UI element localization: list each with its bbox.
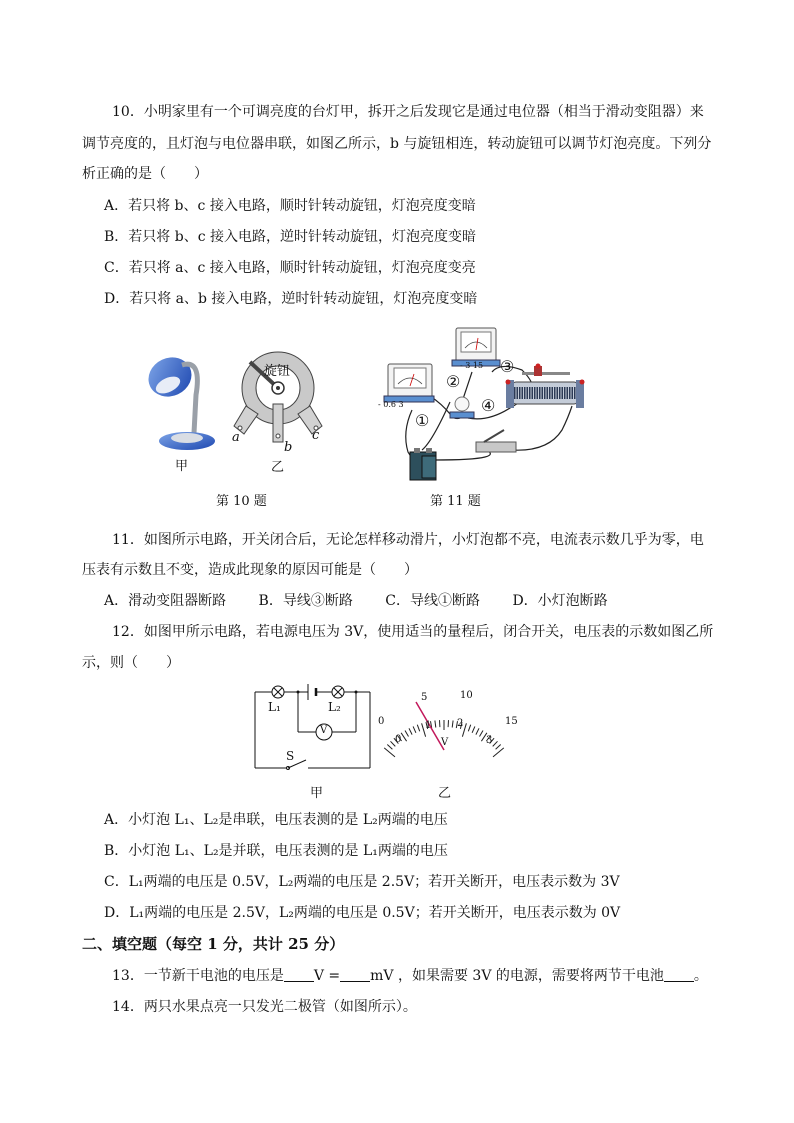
q13-blank-1[interactable]: [284, 967, 314, 982]
q10-line2: 调节亮度的，且灯泡与电位器串联，如图乙所示，b 与旋钮相连，转动旋钮可以调节灯泡亮度。下列分: [82, 136, 712, 152]
q13-line: [112, 966, 708, 986]
circuit-schematic-12: [250, 680, 380, 775]
q13-suffix: 。: [693, 968, 708, 984]
dial-tick-mark: [387, 745, 392, 750]
dial-tick-mark: [435, 721, 436, 728]
dial-tick-mark: [496, 745, 501, 750]
q13-mid2: mV ，如果需要 3V 的电源，需要将两节干电池: [370, 968, 664, 984]
wire-4-label: ④: [481, 396, 496, 415]
q13-prefix: 13．一节新干电池的电压是: [112, 968, 284, 984]
dial-bottom-tick-2: 2: [457, 718, 464, 729]
q10-line1: 10．小明家里有一个可调亮度的台灯甲，拆开之后发现它是通过电位器（相当于滑动变阻器）来: [112, 104, 704, 120]
terminal-b-label: b: [284, 440, 293, 455]
dial-bottom-tick-0: 0: [395, 734, 402, 745]
fig11-caption: 第 11 题: [430, 494, 481, 509]
q10-line3: 析正确的是（ ）: [82, 166, 208, 182]
lamp-label: 甲: [175, 459, 189, 474]
q12-option-d: D．L₁两端的电压是 2.5V，L₂两端的电压是 0.5V；若开关断开，电压表示数为 0V: [104, 905, 621, 921]
dial-bottom-tick-1: 1: [425, 720, 432, 731]
q13-blank-2[interactable]: [340, 967, 370, 982]
dial-top-tick-5: 5: [421, 692, 428, 703]
q10-option-b: B．若只将 b、c 接入电路，逆时针转动旋钮，灯泡亮度变暗: [104, 229, 476, 245]
dial-tick-mark: [476, 728, 479, 734]
q10-option-a: A．若只将 b、c 接入电路，顺时针转动旋钮，灯泡亮度变暗: [104, 198, 476, 214]
dial-tick-mark: [401, 733, 407, 741]
dial-tick-mark: [384, 748, 395, 757]
q11-options: A．滑动变阻器断路 B．导线③断路 C．导线①断路 D．小灯泡断路: [104, 593, 608, 609]
section-2-title: 二、填空题（每空 1 分，共计 25 分）: [82, 935, 345, 953]
q12-line2: 示，则（ ）: [82, 655, 180, 671]
dial-tick-mark: [405, 731, 409, 737]
dial-top-tick-15: 15: [505, 716, 518, 727]
dial-bottom-tick-3: 3: [486, 735, 493, 746]
terminal-a-label: a: [232, 430, 240, 445]
dial-top-tick-10: 10: [460, 690, 473, 701]
q13-blank-3[interactable]: [664, 967, 694, 982]
q11-line2: 压表有示数且不变，造成此现象的原因可能是（ ）: [82, 562, 418, 578]
fig10-caption: 第 10 题: [216, 494, 267, 509]
q11-line1: 11．如图所示电路，开关闭合后，无论怎样移动滑片，小灯泡都不亮，电流表示数几乎为零，电: [112, 532, 704, 548]
q12-option-b: B．小灯泡 L₁、L₂是并联，电压表测的是 L₁两端的电压: [104, 843, 448, 859]
dial-top-tick-0: 0: [378, 716, 385, 727]
q10-option-d: D．若只将 a、b 接入电路，逆时针转动旋钮，灯泡亮度变暗: [104, 291, 478, 307]
ammeter-scale: - 0.6 3: [378, 400, 404, 409]
q14-line: 14．两只水果点亮一只发光二极管（如图所示）。: [112, 999, 417, 1015]
potentiometer-label: 乙: [271, 460, 285, 475]
dial-tick-mark: [413, 726, 416, 732]
schematic-l1-label: L₁: [268, 700, 281, 714]
dial-tick-mark: [468, 725, 470, 732]
schematic-switch-label: S: [286, 749, 295, 763]
dial-tick-mark: [493, 741, 498, 746]
dial-tick-mark: [493, 748, 504, 757]
q12-option-a: A．小灯泡 L₁、L₂是串联，电压表测的是 L₂两端的电压: [104, 812, 448, 828]
q12-option-c: C．L₁两端的电压是 0.5V，L₂两端的电压是 2.5V；若开关断开，电压表示数为 3V: [104, 874, 620, 890]
q13-mid1: V =: [313, 968, 341, 984]
wire-3-label: ③: [500, 357, 515, 376]
knob-label: 旋钮: [264, 364, 291, 379]
voltmeter-dial: [378, 688, 518, 778]
wire-2-label: ②: [446, 372, 461, 391]
schematic-label: 甲: [310, 786, 324, 801]
lamp-figure: [140, 345, 220, 455]
dial-tick-mark: [409, 728, 412, 734]
dial-unit-label: V: [441, 737, 449, 748]
dial-tick-mark: [472, 726, 475, 732]
dial-label: 乙: [438, 786, 452, 801]
voltmeter-scale: - 3 15: [460, 361, 484, 370]
q10-option-c: C．若只将 a、c 接入电路，顺时针转动旋钮，灯泡亮度变亮: [104, 260, 476, 276]
dial-tick-mark: [417, 725, 419, 732]
wire-1-label: ①: [415, 411, 430, 430]
terminal-c-label: c: [312, 428, 320, 443]
schematic-l2-label: L₂: [328, 700, 341, 714]
dial-tick-mark: [480, 731, 484, 737]
q12-line1: 12．如图甲所示电路，若电源电压为 3V，使用适当的量程后，闭合开关，电压表的示数如图乙所: [112, 624, 714, 640]
dial-tick-mark: [452, 721, 453, 728]
schematic-voltmeter-label: V: [320, 725, 328, 736]
